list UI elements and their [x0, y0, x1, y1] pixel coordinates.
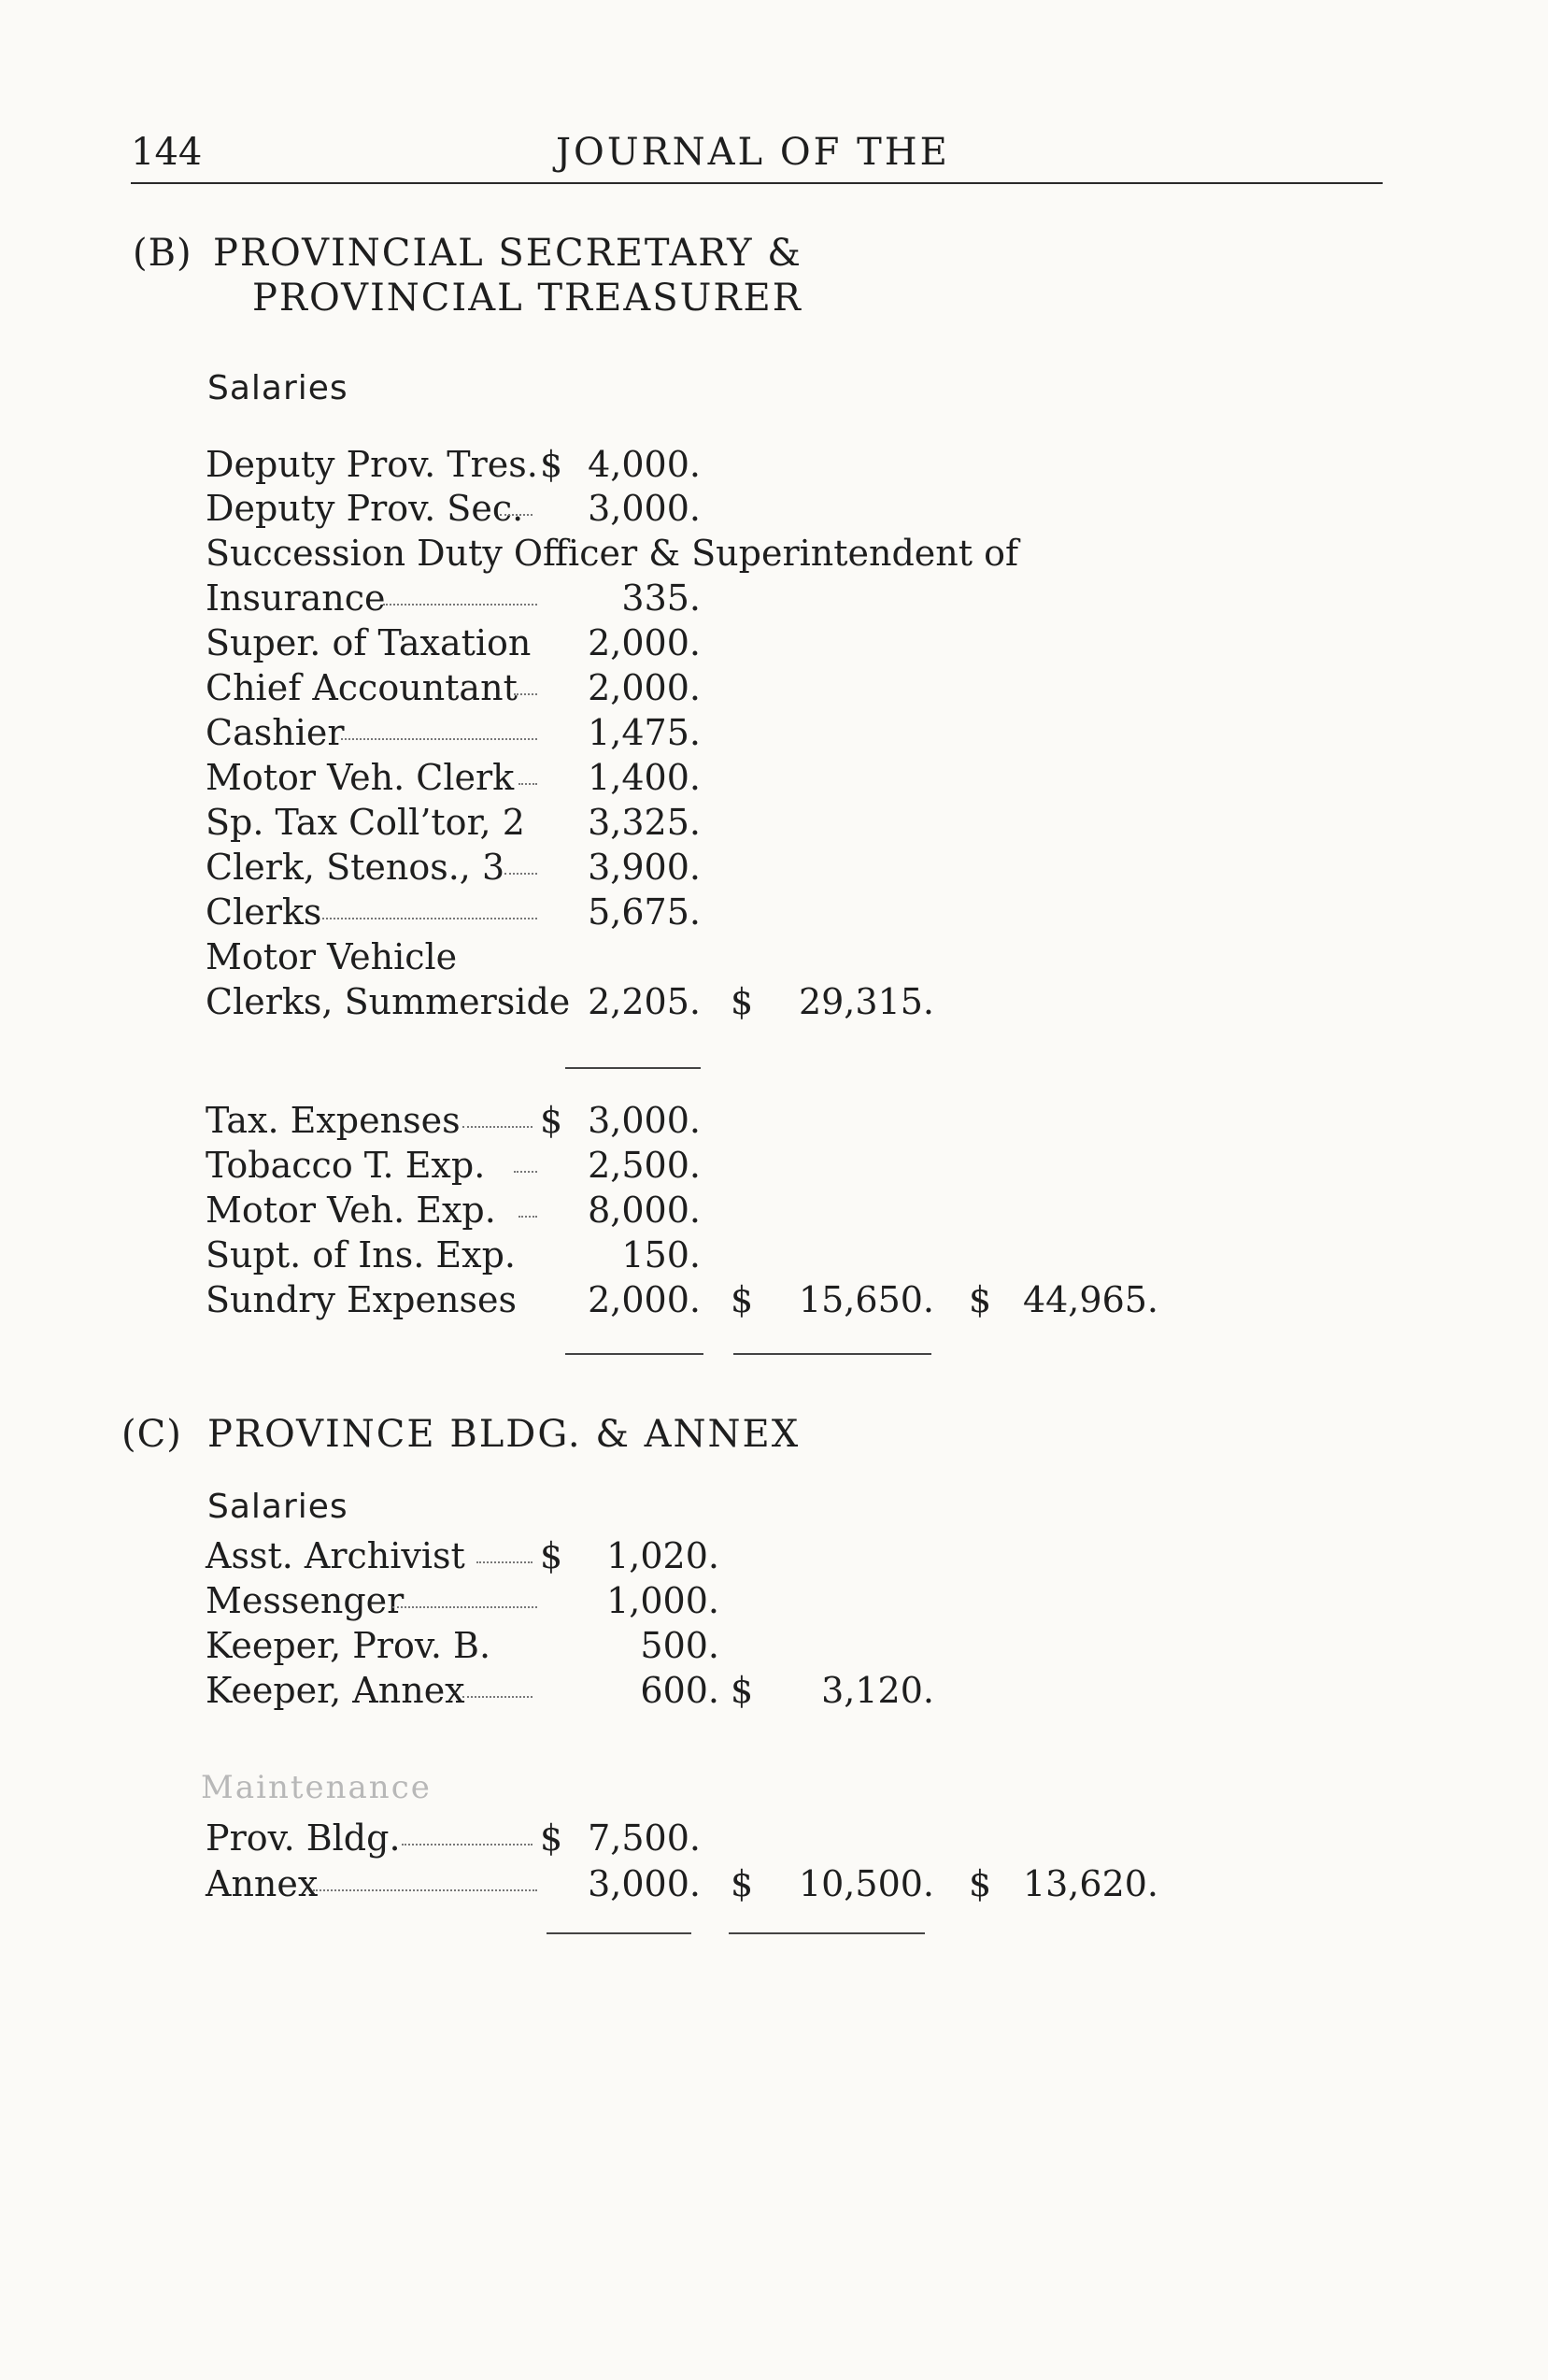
list-item: Deputy Prov. Sec. 3,000. — [206, 488, 701, 529]
page-header — [131, 131, 1383, 187]
list-item: Motor Veh. Clerk 1,400. — [206, 757, 701, 798]
list-item: Sp. Tax Coll’tor, 2 3,325. — [206, 802, 701, 843]
list-item: Supt. of Ins. Exp. 150. — [206, 1234, 701, 1276]
section-b-title-line2: PROVINCIAL TREASURER — [252, 277, 802, 320]
list-item: Chief Accountant 2,000. — [206, 667, 701, 708]
subtotal-rule — [565, 1067, 701, 1069]
list-item: Annex 3,000. $ 10,500. $ 13,620. — [206, 1863, 1158, 1904]
list-item: Succession Duty Officer & Superintendent of — [206, 533, 1019, 574]
list-item: Insurance 335. — [206, 577, 701, 619]
list-item: Keeper, Annex 600. $ 3,120. — [206, 1670, 934, 1711]
page-number: 144 — [131, 131, 203, 174]
list-item: Cashier 1,475. — [206, 712, 701, 753]
header-rule — [131, 182, 1383, 184]
list-item: Asst. Archivist $ 1,020. — [206, 1535, 719, 1576]
list-item: Keeper, Prov. B. 500. — [206, 1625, 719, 1666]
list-item: Deputy Prov. Tres. $ 4,000. — [206, 444, 701, 485]
list-item: Clerks 5,675. — [206, 891, 701, 933]
section-b-salaries-heading: Salaries — [207, 369, 348, 407]
list-item: Tax. Expenses $ 3,000. — [206, 1100, 701, 1141]
subtotal-rule — [547, 1932, 691, 1934]
section-c-salaries-heading: Salaries — [207, 1488, 348, 1526]
list-item: Messenger 1,000. — [206, 1580, 719, 1621]
total-rule — [733, 1353, 931, 1355]
list-item: Prov. Bldg. $ 7,500. — [206, 1817, 701, 1859]
section-c-label: (C) — [121, 1413, 182, 1456]
list-item: Clerks, Summerside 2,205. $ 29,315. — [206, 981, 934, 1022]
section-b-title-line1: PROVINCIAL SECRETARY & — [213, 232, 802, 275]
list-item: Motor Veh. Exp. 8,000. — [206, 1190, 701, 1231]
section-c-title: PROVINCE BLDG. & ANNEX — [207, 1413, 801, 1456]
list-item: Clerk, Stenos., 3 3,900. — [206, 847, 701, 888]
running-head: JOURNAL OF THE — [556, 131, 950, 174]
section-c-maintenance-heading: Maintenance — [201, 1769, 432, 1806]
section-b-label: (B) — [133, 232, 192, 275]
list-item: Super. of Taxation 2,000. — [206, 622, 701, 663]
list-item: Motor Vehicle — [206, 936, 458, 977]
list-item: Sundry Expenses 2,000. $ 15,650. $ 44,965. — [206, 1279, 1158, 1320]
list-item: Tobacco T. Exp. 2,500. — [206, 1145, 701, 1186]
subtotal-rule — [565, 1353, 703, 1355]
total-rule — [729, 1932, 925, 1934]
